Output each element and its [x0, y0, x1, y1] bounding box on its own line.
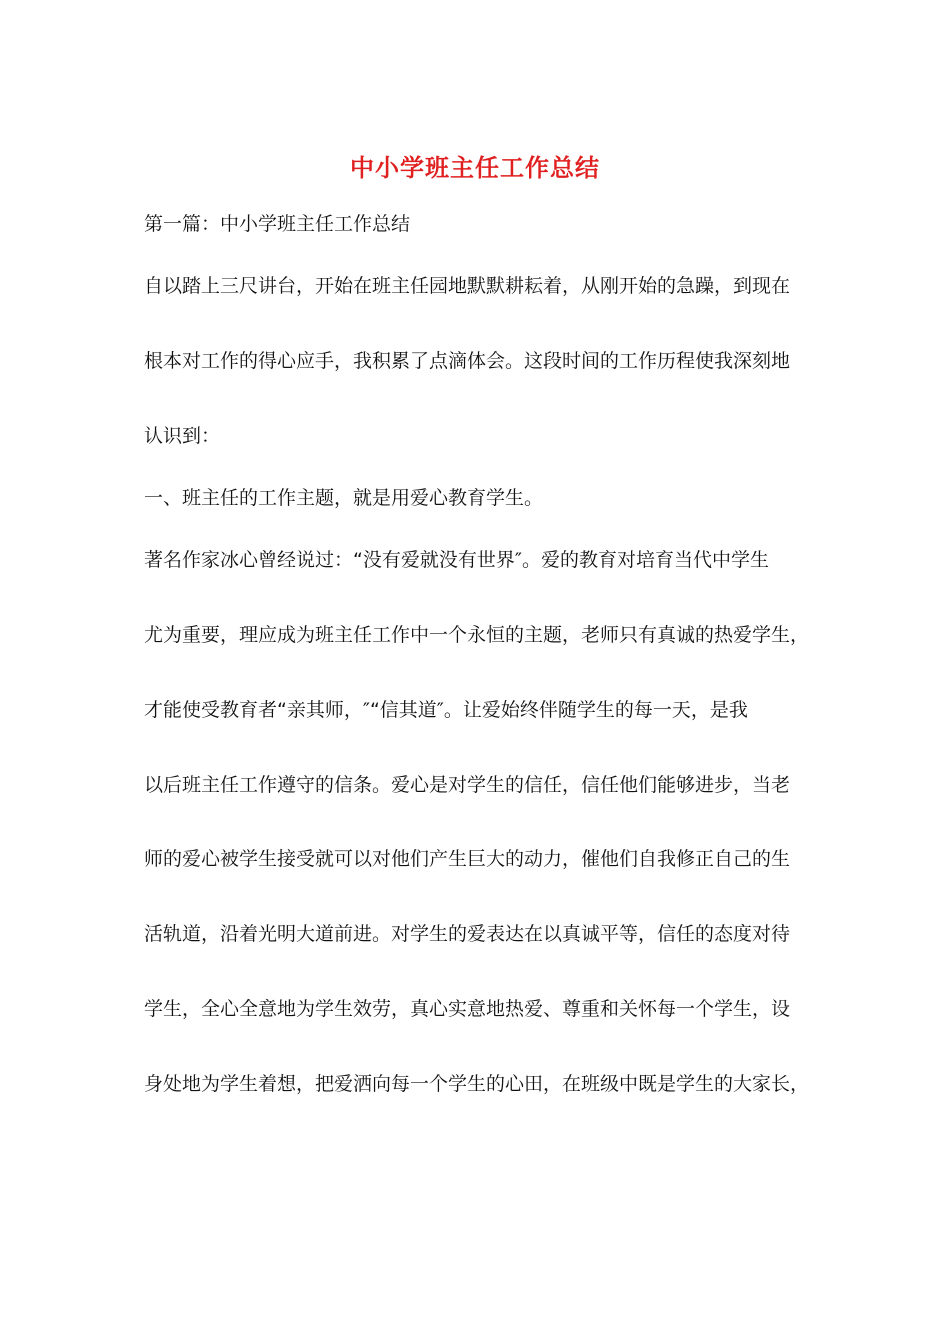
paragraph-line: 身处地为学生着想，把爱洒向每一个学生的心田，在班级中既是学生的大家长，: [144, 1073, 810, 1095]
paragraph-line: 活轨道，沿着光明大道前进。对学生的爱表达在以真诚平等，信任的态度对待: [144, 923, 791, 945]
paragraph-line: 师的爱心被学生接受就可以对他们产生巨大的动力，催他们自我修正自己的生: [144, 848, 791, 870]
paragraph-line: 一、班主任的工作主题，就是用爱心教育学生。: [144, 487, 544, 509]
paragraph-line: 认识到：: [144, 425, 221, 447]
document-title: 中小学班主任工作总结: [350, 153, 600, 182]
paragraph-line: 才能使受教育者“亲其师，″“信其道″。让爱始终伴随学生的每一天，是我: [144, 699, 748, 721]
paragraph-line: 自以踏上三尺讲台，开始在班主任园地默默耕耘着，从刚开始的急躁，到现在: [144, 275, 791, 297]
paragraph-line: 尤为重要，理应成为班主任工作中一个永恒的主题，老师只有真诚的热爱学生，: [144, 624, 810, 646]
section-heading: 第一篇：中小学班主任工作总结: [144, 213, 411, 235]
paragraph-line: 著名作家冰心曾经说过：“没有爱就没有世界″。爱的教育对培育当代中学生: [144, 549, 769, 571]
paragraph-line: 以后班主任工作遵守的信条。爱心是对学生的信任，信任他们能够进步，当老: [144, 774, 791, 796]
paragraph-line: 根本对工作的得心应手，我积累了点滴体会。这段时间的工作历程使我深刻地: [144, 350, 791, 372]
paragraph-line: 学生，全心全意地为学生效劳，真心实意地热爱、尊重和关怀每一个学生，设: [144, 998, 791, 1020]
